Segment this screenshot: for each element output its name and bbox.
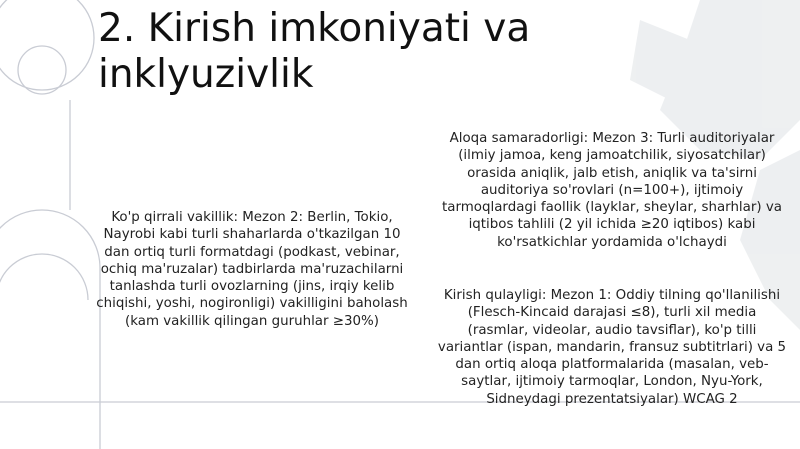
deco-arch-inner <box>0 254 88 300</box>
text-block-accessibility: Kirish qulayligi: Mezon 1: Oddiy tilning qo'llanilishi (Flesch-Kincaid darajasi ≤8), turli xil media (rasmlar, videolar, audio tavsiflar), ko'p tilli variantlar (ispan, mandarin, fransuz subtitrlari) va 5 dan ortiq aloqa platformalarida (masalan, veb-saytlar, ijtimoiy tarmoqlar, London, Nyu-York, Sidneydagi prezentatsiyalar) WCAG 2 <box>437 288 787 407</box>
deco-arch <box>0 210 100 449</box>
deco-circle-top <box>0 0 94 90</box>
slide-title: 2. Kirish imkoniyati va inklyuzivlik <box>98 6 531 97</box>
text-block-communication: Aloqa samaradorligi: Mezon 3: Turli auditoriyalar (ilmiy jamoa, keng jamoatchilik, siyosatchilar) orasida aniqlik, jalb etish, aniqlik va ta'sirni auditoriya so'rovlari (n=100+), ijtimoiy tarmoqlardagi faollik (layklar, sheylar, sharhlar) va iqtibos tahlili (2 yil ichida ≥20 iqtibos) kabi ko'rsatkichlar yordamida o'lchaydi <box>442 131 782 250</box>
text-block-representation: Ko'p qirrali vakillik: Mezon 2: Berlin, Tokio, Nayrobi kabi turli shaharlarda o'tkazilgan 10 dan ortiq turli formatdagi (podkast, vebinar, ochiq ma'ruzalar) tadbirlarda ma'ruzachilarni tanlashda turli ovozlarning (jins, irqiy kelib chiqishi, yoshi, nogironligi) vakilligini baholash (kam vakillik qilingan guruhlar ≥30%) <box>96 210 408 329</box>
deco-circle-small <box>18 46 66 94</box>
